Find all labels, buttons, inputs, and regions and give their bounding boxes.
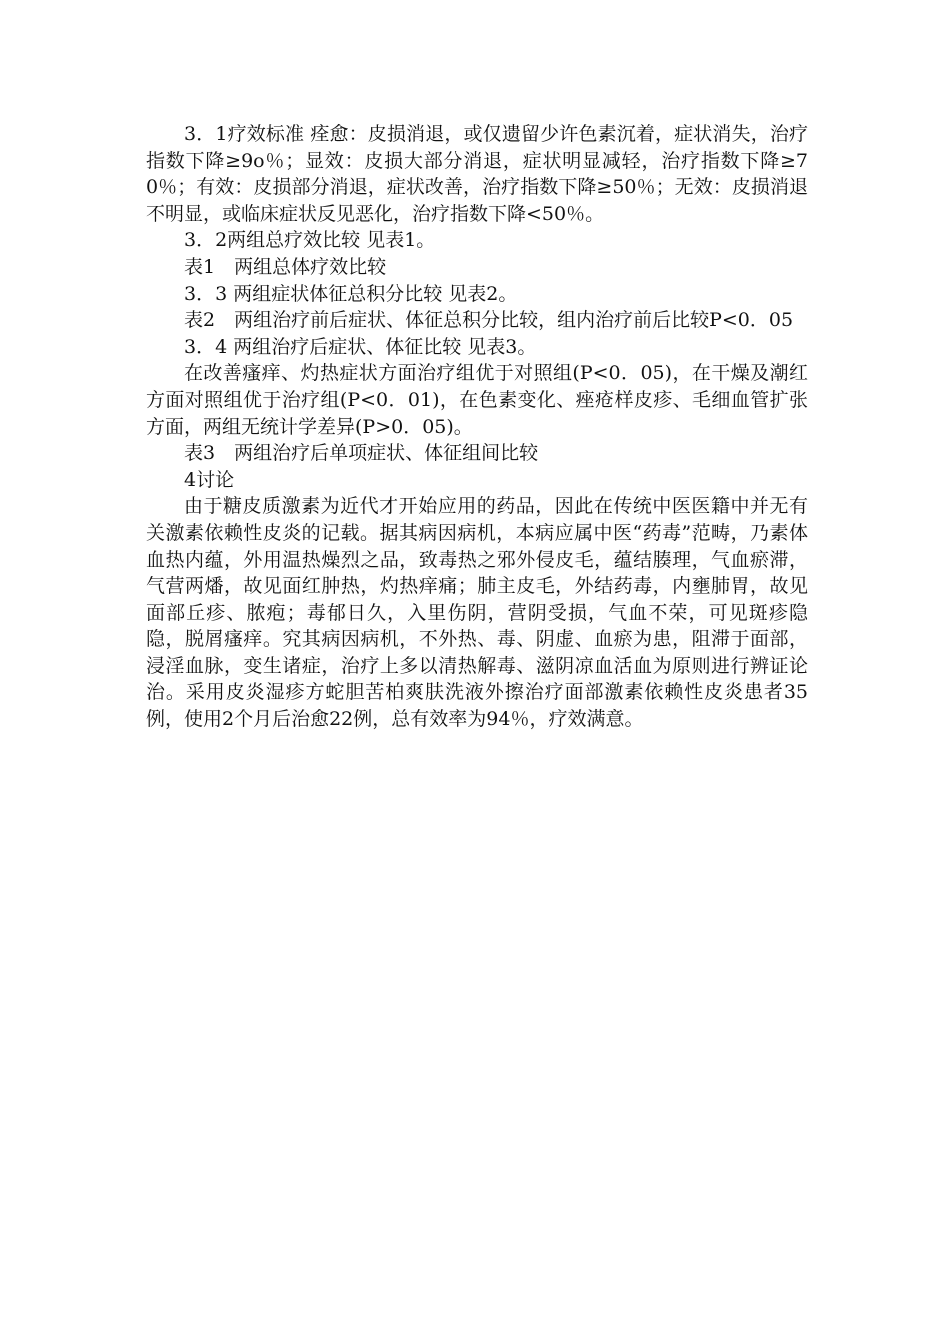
table-caption-1: 表1 两组总体疗效比较 [184,255,387,278]
section-heading-discussion: 4讨论 [184,468,235,491]
paragraph-post-treatment: 3．4 两组治疗后症状、体征比较 见表3。 [184,335,537,358]
table-caption-3: 表3 两组治疗后单项症状、体征组间比较 [184,442,539,465]
document-body [146,121,808,733]
paragraph-comparison-results: 在改善瘙痒、灼热症状方面治疗组优于对照组(P<0．05)，在干燥及潮红方面对照组优于治疗组(P<0．01)，在色素变化、痤疮样皮疹、毛细血管扩张方面，两组无统计学差异(P>0．05)。 [146,362,808,438]
paragraph-symptom-score: 3．3 两组症状体征总积分比较 见表2。 [184,282,518,305]
paragraph-efficacy-criteria: 3．1疗效标准 痊愈：皮损消退，或仅遗留少许色素沉着，症状消失，治疗指数下降≥9o％；显效：皮损大部分消退，症状明显减轻，治疗指数下降≥70％；有效：皮损部分消退，症状改善，治疗指数下降≥50％；无效：皮损消退不明显，或临床症状反见恶化，治疗指数下降<50％。 [146,123,808,225]
paragraph-discussion: 由于糖皮质激素为近代才开始应用的药品，因此在传统中医医籍中并无有关激素依赖性皮炎的记载。据其病因病机，本病应属中医“药毒”范畴，乃素体血热内蕴，外用温热燥烈之品，致毒热之邪外侵皮毛，蕴结腠理，气血瘀滞，气营两燔，故见面红肿热，灼热痒痛；肺主皮毛，外结药毒，内壅肺胃，故见面部丘疹、脓疱；毒郁日久，入里伤阴，营阴受损，气血不荣，可见斑疹隐隐，脱屑瘙痒。究其病因病机，不外热、毒、阴虚、血瘀为患，阻滞于面部，浸淫血脉，变生诸症，治疗上多以清热解毒、滋阴凉血活血为原则进行辨证论治。采用皮炎湿疹方蛇胆苦柏爽肤洗液外擦治疗面部激素依赖性皮炎患者35例，使用2个月后治愈22例，总有效率为94％，疗效满意。 [146,495,808,731]
table-caption-2: 表2 两组治疗前后症状、体征总积分比较，组内治疗前后比较P<0．05 [184,309,794,332]
paragraph-total-efficacy: 3．2两组总疗效比较 见表1。 [184,229,436,252]
